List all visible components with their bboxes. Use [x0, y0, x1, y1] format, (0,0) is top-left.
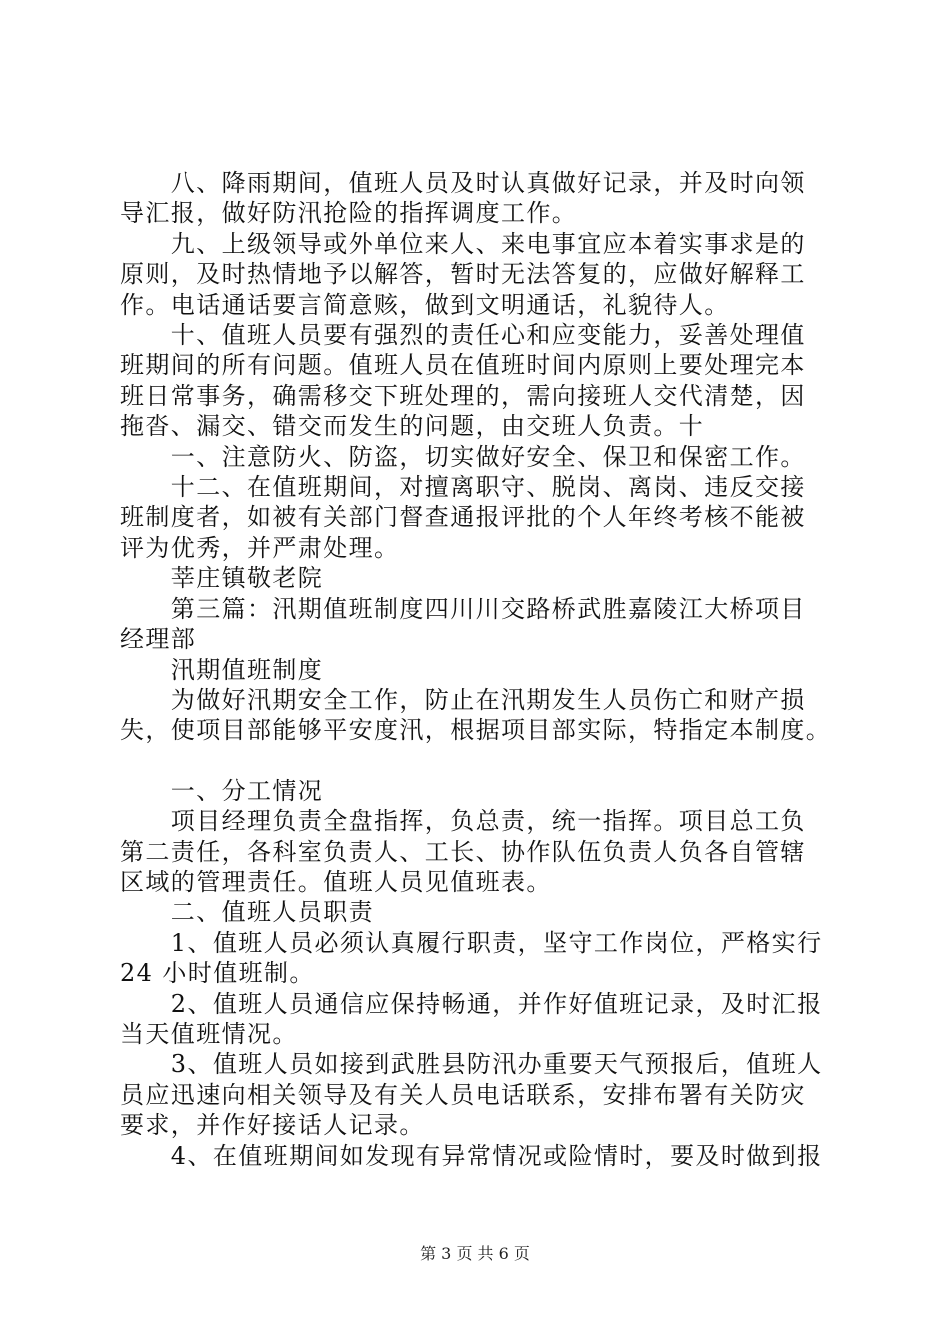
text-line: 班期间的所有问题。值班人员在值班时间内原则上要处理完本 [120, 351, 806, 380]
text-line: 一、分工情况 [120, 776, 324, 805]
text-line: 九、上级领导或外单位来人、来电事宜应本着实事求是的 [120, 229, 806, 258]
text-line: 二、值班人员职责 [120, 898, 374, 927]
text-line: 十、值班人员要有强烈的责任心和应变能力，妥善处理值 [120, 321, 806, 350]
text-line: 当天值班情况。 [120, 1019, 298, 1048]
text-line: 1、值班人员必须认真履行职责，坚守工作岗位，严格实行 [120, 928, 823, 957]
paragraph-gap [120, 746, 840, 776]
text-line: 班日常事务，确需移交下班处理的，需向接班人交代清楚，因 [120, 381, 806, 410]
text-line: 项目经理负责全盘指挥，负总责，统一指挥。项目总工负 [120, 807, 806, 836]
page-footer: 第 3 页 共 6 页 [420, 1244, 530, 1263]
text-line: 莘庄镇敬老院 [120, 564, 324, 593]
text-line: 失，使项目部能够平安度汛，根据项目部实际，特指定本制度。 [120, 716, 832, 745]
text-line: 十二、在值班期间，对擅离职守、脱岗、离岗、违反交接 [120, 473, 806, 502]
text-line: 第三篇：汛期值班制度四川川交路桥武胜嘉陵江大桥项目 [120, 594, 806, 623]
text-line: 评为优秀，并严肃处理。 [120, 533, 400, 562]
text-line: 八、降雨期间，值班人员及时认真做好记录，并及时向领 [120, 169, 806, 197]
text-line: 24 小时值班制。 [120, 959, 315, 988]
text-line: 区域的管理责任。值班人员见值班表。 [120, 867, 552, 896]
text-line: 2、值班人员通信应保持畅通，并作好值班记录，及时汇报 [120, 989, 823, 1018]
text-line: 为做好汛期安全工作，防止在汛期发生人员伤亡和财产损 [120, 685, 806, 714]
text-line: 导汇报，做好防汛抢险的指挥调度工作。 [120, 199, 578, 228]
text-line: 班制度者，如被有关部门督查通报评批的个人年终考核不能被 [120, 503, 806, 532]
text-line: 作。电话通话要言简意赅，做到文明通话，礼貌待人。 [120, 290, 730, 319]
text-line: 经理部 [120, 625, 197, 654]
text-line: 拖沓、漏交、错交而发生的问题，由交班人负责。十 [120, 412, 705, 441]
text-line: 员应迅速向相关领导及有关人员电话联系，安排布署有关防灾 [120, 1080, 806, 1109]
text-line: 原则，及时热情地予以解答，暂时无法答复的，应做好解释工 [120, 260, 806, 289]
text-line: 3、值班人员如接到武胜县防汛办重要天气预报后，值班人 [120, 1050, 823, 1079]
text-line: 要求，并作好接话人记录。 [120, 1111, 425, 1140]
text-line: 汛期值班制度 [120, 655, 324, 684]
document-body [120, 168, 840, 1171]
text-line: 一、注意防火、防盗，切实做好安全、保卫和保密工作。 [120, 442, 806, 471]
text-line: 第二责任，各科室负责人、工长、协作队伍负责人负各自管辖 [120, 837, 806, 866]
text-line: 4、在值班期间如发现有异常情况或险情时，要及时做到报 [120, 1141, 823, 1170]
